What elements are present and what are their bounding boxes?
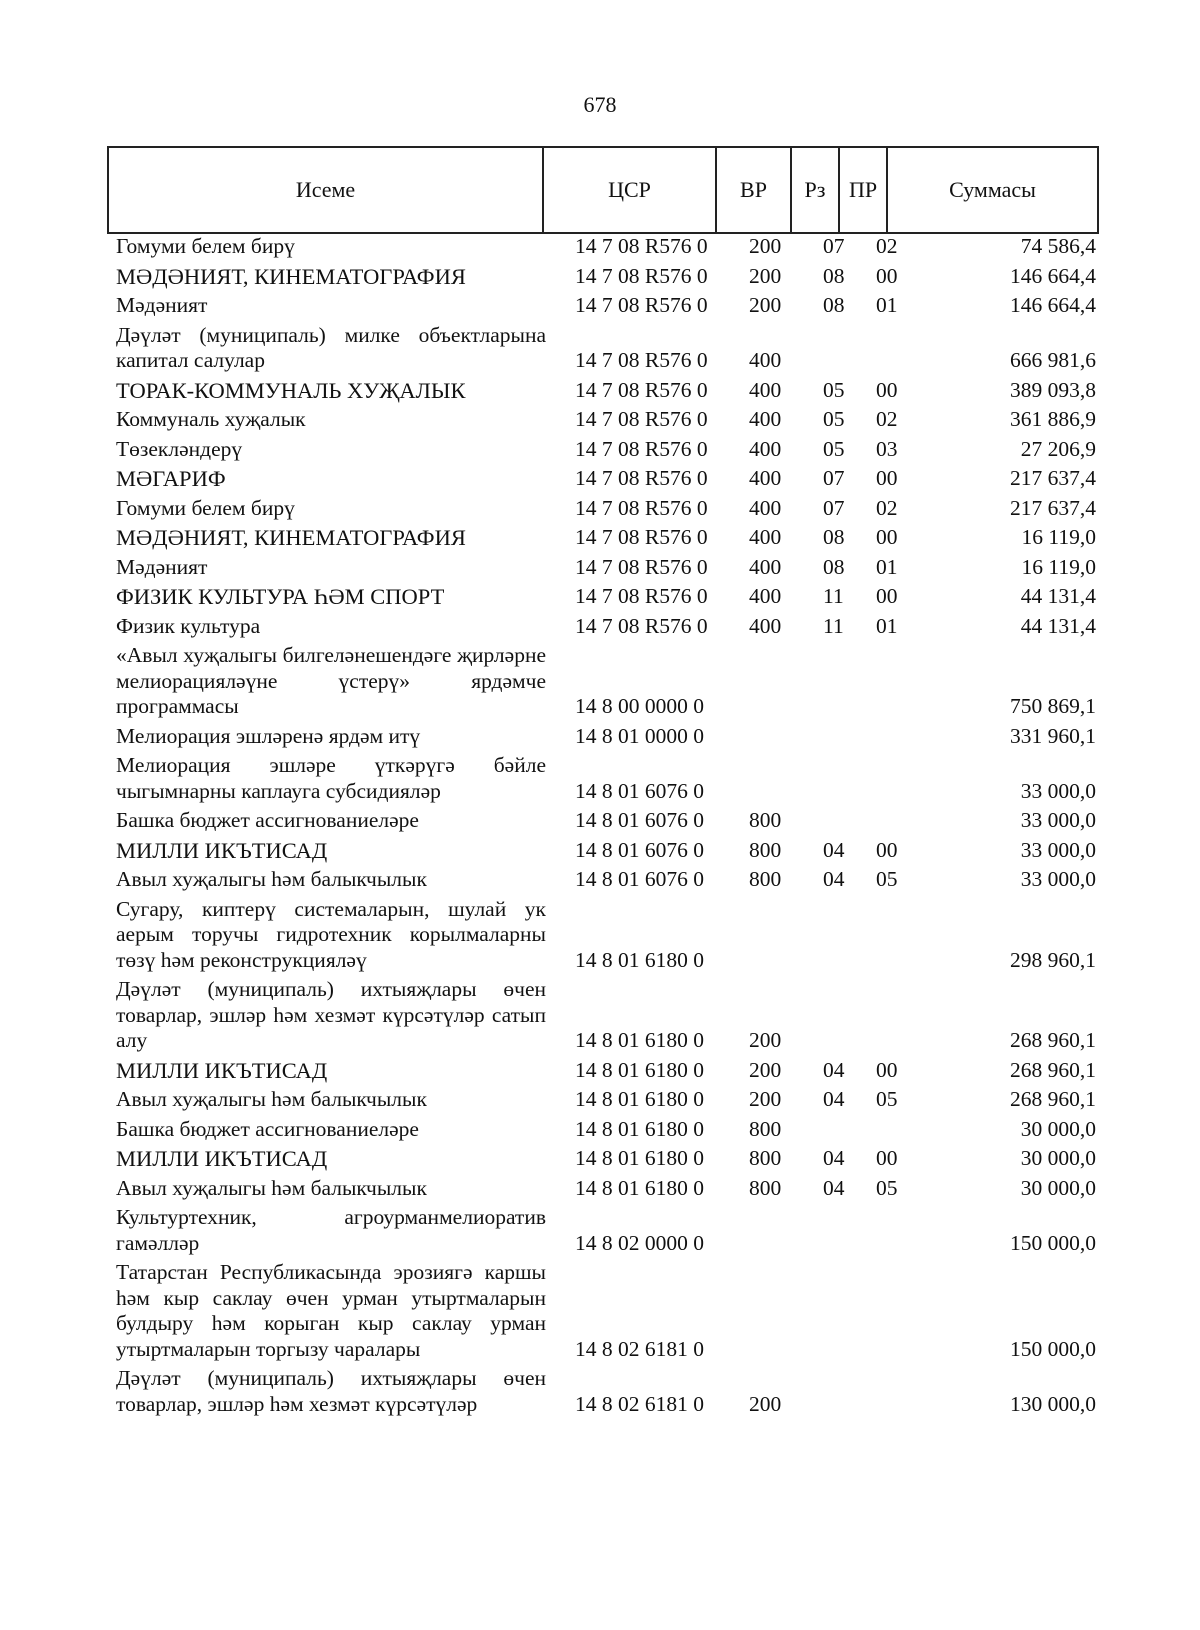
row-csr: 14 7 08 R576 0 — [575, 293, 708, 317]
row-sum: 16 119,0 — [1021, 525, 1096, 549]
row-csr: 14 8 01 0000 0 — [575, 723, 704, 748]
row-name: МИЛЛИ ИКЪТИСАД — [116, 837, 328, 863]
row-csr: 14 8 01 6180 0 — [575, 1146, 704, 1170]
row-name: Татарстан Республикасында эрозиягә каршы һәм кыр саклау өчен урман утыртмаларын булдыру һәм корыган кыр саклау урман утыртмаларын торгызу чаралары — [116, 1260, 546, 1361]
table-row — [116, 838, 1096, 868]
row-name: Коммуналь хуҗалык — [116, 407, 306, 431]
table-row — [116, 867, 1096, 897]
row-name: Башка бюджет ассигнованиеләре — [116, 1116, 419, 1141]
row-rz: 05 — [823, 436, 845, 461]
row-sum: 389 093,8 — [1010, 377, 1096, 402]
row-pr: 05 — [876, 867, 898, 891]
row-csr: 14 7 08 R576 0 — [575, 436, 708, 461]
row-name: Дәүләт (муниципаль) ихтыяҗлары өчен товарлар, эшләр һәм хезмәт күрсәтүләр сатып алу — [116, 977, 546, 1052]
table-row — [116, 437, 1096, 467]
row-sum: 30 000,0 — [1020, 1175, 1096, 1200]
table-row — [116, 1146, 1096, 1176]
row-pr: 00 — [876, 1057, 898, 1082]
row-rz: 08 — [823, 293, 845, 317]
row-csr: 14 7 08 R576 0 — [575, 377, 708, 402]
row-csr: 14 7 08 R576 0 — [575, 584, 708, 608]
table-row — [116, 1176, 1096, 1206]
row-csr: 14 8 00 0000 0 — [575, 694, 704, 718]
row-vr: 200 — [749, 1028, 782, 1052]
row-vr: 800 — [749, 808, 782, 832]
row-sum: 217 637,4 — [1010, 466, 1096, 490]
row-csr: 14 8 01 6180 0 — [575, 1028, 704, 1052]
row-name: Авыл хуҗалыгы һәм балыкчылык — [116, 1175, 427, 1200]
row-name: Авыл хуҗалыгы һәм балыкчылык — [116, 867, 427, 891]
row-name: МӘДӘНИЯТ, КИНЕМАТОГРАФИЯ — [116, 263, 466, 289]
row-sum: 44 131,4 — [1020, 613, 1096, 638]
row-name: Физик культура — [116, 613, 261, 638]
row-sum: 666 981,6 — [1010, 348, 1096, 372]
table-row — [116, 1366, 1096, 1421]
header-name: Исеме — [295, 177, 356, 202]
row-sum: 33 000,0 — [1020, 837, 1096, 862]
row-pr: 05 — [876, 1087, 898, 1111]
row-vr: 400 — [749, 495, 782, 520]
row-csr: 14 8 02 0000 0 — [575, 1230, 704, 1255]
row-csr: 14 7 08 R576 0 — [575, 466, 708, 490]
row-vr: 400 — [749, 436, 782, 461]
row-sum: 268 960,1 — [1010, 1087, 1096, 1111]
row-csr: 14 7 08 R576 0 — [575, 407, 708, 431]
row-sum: 268 960,1 — [1010, 1028, 1096, 1052]
row-name: ФИЗИК КУЛЬТУРА ҺӘМ СПОРТ — [116, 584, 445, 609]
row-rz: 04 — [823, 837, 845, 862]
row-name: Гомуми белем бирү — [116, 234, 295, 258]
row-sum: 150 000,0 — [1010, 1336, 1096, 1361]
row-sum: 16 119,0 — [1021, 554, 1096, 579]
table-row — [116, 323, 1096, 378]
row-vr: 400 — [749, 466, 782, 490]
row-name: Төзекләндерү — [116, 436, 243, 461]
table-row — [116, 977, 1096, 1058]
row-rz: 04 — [823, 1057, 845, 1082]
row-vr: 200 — [749, 1391, 782, 1416]
row-sum: 146 664,4 — [1010, 293, 1096, 317]
row-vr: 800 — [749, 867, 782, 891]
row-sum: 74 586,4 — [1020, 234, 1096, 258]
row-pr: 00 — [876, 584, 898, 608]
row-pr: 00 — [876, 837, 898, 862]
header-rz: Рз — [790, 148, 838, 232]
row-csr: 14 7 08 R576 0 — [575, 263, 708, 288]
row-sum: 44 131,4 — [1020, 584, 1096, 608]
row-name: ТОРАК-КОММУНАЛЬ ХУҖАЛЫК — [116, 377, 466, 403]
header-pr: ПР — [838, 148, 886, 232]
row-vr: 400 — [749, 377, 782, 402]
row-vr: 800 — [749, 837, 782, 862]
row-name: МИЛЛИ ИКЪТИСАД — [116, 1057, 328, 1083]
table-row — [116, 555, 1096, 585]
row-sum: 298 960,1 — [1010, 947, 1096, 972]
row-vr: 800 — [749, 1116, 782, 1141]
row-pr: 01 — [876, 554, 898, 579]
row-csr: 14 7 08 R576 0 — [575, 348, 708, 372]
row-csr: 14 8 01 6076 0 — [575, 867, 704, 891]
row-sum: 30 000,0 — [1020, 1146, 1096, 1170]
row-vr: 200 — [749, 263, 782, 288]
row-name: «Авыл хуҗалыгы билгеләнешендәге җирләрне мелиорацияләүне үстерү» ярдәмче программасы — [116, 643, 546, 718]
row-pr: 02 — [876, 407, 898, 431]
row-sum: 150 000,0 — [1010, 1230, 1096, 1255]
row-rz: 07 — [823, 234, 845, 258]
row-rz: 04 — [823, 1146, 845, 1170]
row-vr: 200 — [749, 1057, 782, 1082]
table-row — [116, 614, 1096, 644]
row-rz: 07 — [823, 466, 845, 490]
table-body — [116, 234, 1096, 1421]
row-csr: 14 8 01 6076 0 — [575, 837, 704, 862]
table-row — [116, 407, 1096, 437]
table-row — [116, 1058, 1096, 1088]
row-rz: 04 — [823, 867, 845, 891]
table-row — [116, 264, 1096, 294]
row-sum: 361 886,9 — [1010, 407, 1096, 431]
row-vr: 400 — [749, 613, 782, 638]
row-vr: 200 — [749, 1087, 782, 1111]
header-vr: ВР — [715, 148, 790, 232]
row-name: Дәүләт (муниципаль) милке объектларына капитал салулар — [116, 322, 546, 372]
row-vr: 200 — [749, 234, 782, 258]
row-rz: 05 — [823, 407, 845, 431]
table-row — [116, 897, 1096, 978]
row-sum: 268 960,1 — [1010, 1057, 1096, 1082]
row-vr: 800 — [749, 1175, 782, 1200]
row-name: Гомуми белем бирү — [116, 495, 295, 520]
row-name: Мәдәният — [116, 554, 208, 579]
row-name: Авыл хуҗалыгы һәм балыкчылык — [116, 1087, 427, 1111]
header-sum: Суммасы — [886, 148, 1097, 232]
row-sum: 750 869,1 — [1010, 694, 1096, 718]
table-row — [116, 378, 1096, 408]
row-csr: 14 7 08 R576 0 — [575, 554, 708, 579]
row-rz: 11 — [823, 584, 844, 608]
row-rz: 11 — [823, 613, 844, 638]
page-number: 678 — [583, 92, 617, 117]
row-pr: 03 — [876, 436, 898, 461]
row-name: Дәүләт (муниципаль) ихтыяҗлары өчен товарлар, эшләр һәм хезмәт күрсәтүләр — [116, 1366, 546, 1416]
row-name: Сугару, киптерү системаларын, шулай ук аерым торучы гидротехник корылмаларны төзү һәм реконструкцияләү — [116, 896, 546, 972]
row-name: Мәдәният — [116, 293, 208, 317]
row-sum: 33 000,0 — [1020, 867, 1096, 891]
row-csr: 14 8 01 6180 0 — [575, 1175, 704, 1200]
row-vr: 200 — [749, 293, 782, 317]
row-rz: 04 — [823, 1175, 845, 1200]
row-csr: 14 7 08 R576 0 — [575, 525, 708, 549]
row-name: МИЛЛИ ИКЪТИСАД — [116, 1146, 328, 1171]
row-pr: 02 — [876, 495, 898, 520]
row-pr: 02 — [876, 234, 898, 258]
table-row — [116, 466, 1096, 496]
table-row — [116, 1117, 1096, 1147]
row-pr: 01 — [876, 613, 898, 638]
row-pr: 05 — [876, 1175, 898, 1200]
row-name: Башка бюджет ассигнованиеләре — [116, 808, 419, 832]
row-vr: 800 — [749, 1146, 782, 1170]
row-rz: 07 — [823, 495, 845, 520]
row-sum: 33 000,0 — [1020, 808, 1096, 832]
row-pr: 00 — [876, 377, 898, 402]
row-sum: 33 000,0 — [1020, 778, 1096, 803]
row-vr: 400 — [749, 525, 782, 549]
table-row — [116, 753, 1096, 808]
row-csr: 14 8 01 6180 0 — [575, 947, 704, 972]
table-row — [116, 1260, 1096, 1366]
table-row — [116, 1087, 1096, 1117]
row-csr: 14 7 08 R576 0 — [575, 234, 708, 258]
row-pr: 00 — [876, 525, 898, 549]
table-row — [116, 1205, 1096, 1260]
row-name: МӘГАРИФ — [116, 466, 226, 491]
row-rz: 08 — [823, 525, 845, 549]
row-pr: 00 — [876, 466, 898, 490]
row-name: Мелиорация эшләре үткәрүгә бәйле чыгымнарны каплауга субсидияләр — [116, 753, 546, 803]
row-csr: 14 8 02 6181 0 — [575, 1391, 704, 1416]
row-name: Культуртехник, агроурманмелиоратив гамәлләр — [116, 1205, 546, 1255]
row-vr: 400 — [749, 554, 782, 579]
row-name: Мелиорация эшләренә ярдәм итү — [116, 723, 421, 748]
row-sum: 30 000,0 — [1020, 1116, 1096, 1141]
table-header — [107, 146, 1099, 234]
row-csr: 14 7 08 R576 0 — [575, 613, 708, 638]
table-row — [116, 584, 1096, 614]
row-vr: 400 — [749, 348, 782, 372]
row-sum: 130 000,0 — [1010, 1391, 1096, 1416]
row-sum: 27 206,9 — [1020, 436, 1096, 461]
row-rz: 08 — [823, 263, 845, 288]
row-rz: 08 — [823, 554, 845, 579]
table-row — [116, 293, 1096, 323]
row-sum: 146 664,4 — [1010, 263, 1096, 288]
row-csr: 14 8 01 6180 0 — [575, 1116, 704, 1141]
row-pr: 01 — [876, 293, 898, 317]
row-csr: 14 8 01 6180 0 — [575, 1057, 704, 1082]
row-rz: 05 — [823, 377, 845, 402]
row-csr: 14 8 01 6076 0 — [575, 778, 704, 803]
row-csr: 14 8 02 6181 0 — [575, 1336, 704, 1361]
table-row — [116, 724, 1096, 754]
row-vr: 400 — [749, 584, 782, 608]
header-csr: ЦСР — [542, 148, 715, 232]
row-csr: 14 8 01 6180 0 — [575, 1087, 704, 1111]
table-row — [116, 234, 1096, 264]
table-row — [116, 643, 1096, 724]
row-sum: 217 637,4 — [1010, 495, 1096, 520]
table-row — [116, 808, 1096, 838]
row-csr: 14 7 08 R576 0 — [575, 495, 708, 520]
row-pr: 00 — [876, 263, 898, 288]
row-csr: 14 8 01 6076 0 — [575, 808, 704, 832]
row-vr: 400 — [749, 407, 782, 431]
row-name: МӘДӘНИЯТ, КИНЕМАТОГРАФИЯ — [116, 525, 466, 550]
table-row — [116, 525, 1096, 555]
row-rz: 04 — [823, 1087, 845, 1111]
row-pr: 00 — [876, 1146, 898, 1170]
row-sum: 331 960,1 — [1010, 723, 1096, 748]
table-row — [116, 496, 1096, 526]
